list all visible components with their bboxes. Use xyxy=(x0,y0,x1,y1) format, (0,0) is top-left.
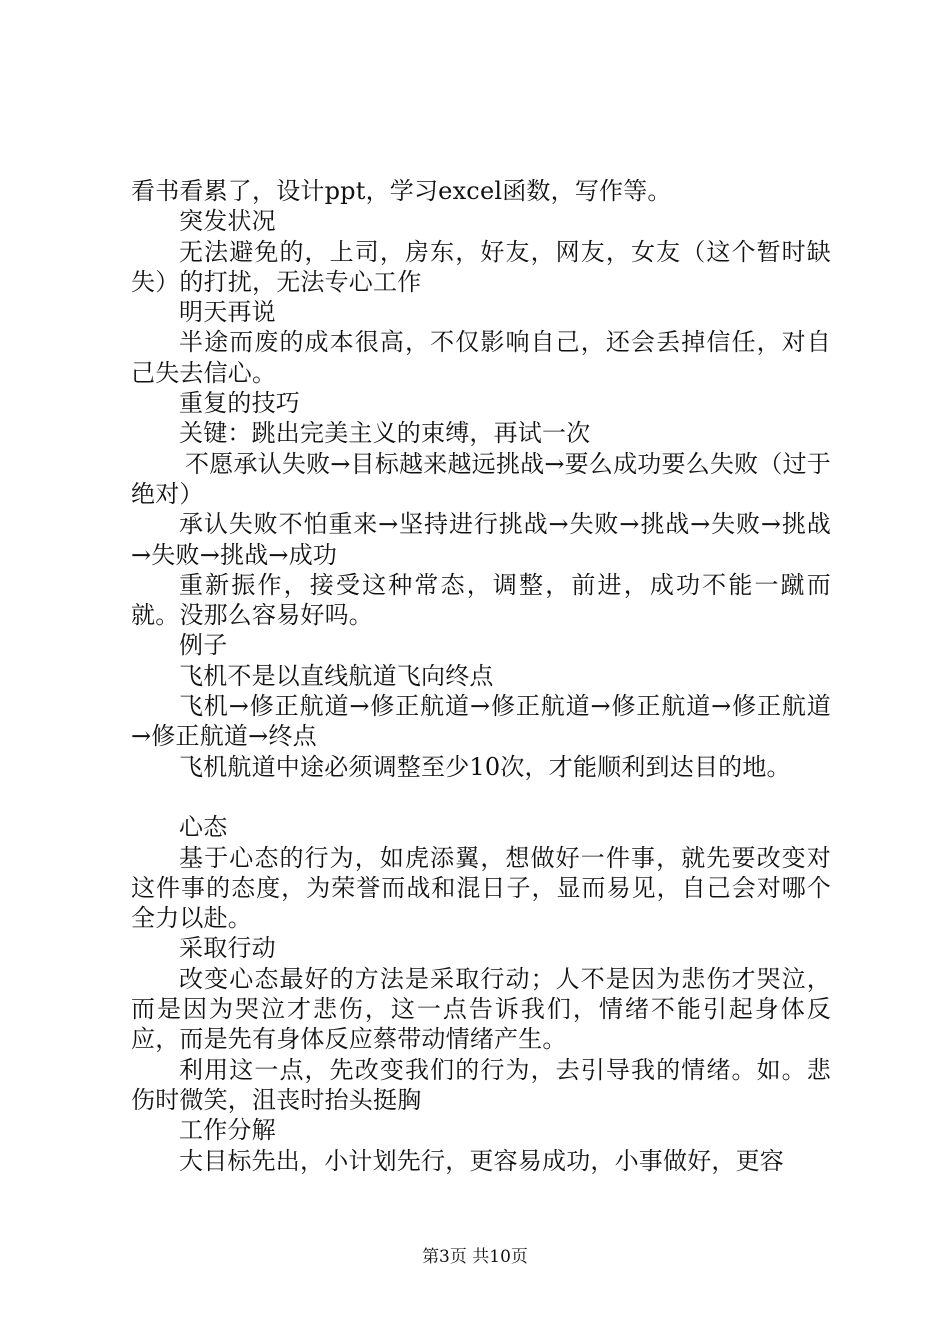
section-heading: 明天再说 xyxy=(179,298,276,327)
paragraph: 半途而废的成本很高，不仅影响自己，还会丢掉信任，对自己失去信心。 xyxy=(131,328,831,387)
paragraph: 承认失败不怕重来→坚持进行挑战→失败→挑战→失败→挑战→失败→挑战→成功 xyxy=(131,510,831,569)
paragraph: 大目标先出，小计划先行，更容易成功，小事做好，更容 xyxy=(179,1146,784,1175)
section-heading: 工作分解 xyxy=(179,1116,276,1145)
section-heading: 采取行动 xyxy=(179,934,276,963)
page-number-label: 第3页 共10页 xyxy=(422,1247,528,1267)
paragraph: 看书看累了，设计ppt，学习excel函数，写作等。 xyxy=(131,177,672,205)
section-heading: 突发状况 xyxy=(179,207,276,236)
document-body xyxy=(131,176,831,1176)
section-heading: 重复的技巧 xyxy=(179,389,300,418)
paragraph: 无法避免的，上司，房东，好友，网友，女友（这个暂时缺失）的打扰，无法专心工作 xyxy=(131,237,831,296)
page-footer xyxy=(0,1242,950,1267)
paragraph: 飞机→修正航道→修正航道→修正航道→修正航道→修正航道→修正航道→终点 xyxy=(131,692,831,751)
paragraph: 利用这一点，先改变我们的行为，去引导我的情绪。如。悲伤时微笑，沮丧时抬头挺胸 xyxy=(131,1055,831,1114)
paragraph: 改变心态最好的方法是采取行动；人不是因为悲伤才哭泣，而是因为哭泣才悲伤，这一点告诉我们，情绪不能引起身体反应，而是先有身体反应蔡带动情绪产生。 xyxy=(131,964,831,1054)
paragraph: 飞机航道中途必须调整至少10次，才能顺利到达目的地。 xyxy=(179,752,791,781)
blank-line xyxy=(131,782,831,812)
section-heading: 心态 xyxy=(179,813,228,842)
paragraph: 不愿承认失败→目标越来越远挑战→要么成功要么失败（过于绝对） xyxy=(131,449,831,508)
section-heading: 例子 xyxy=(179,631,228,660)
paragraph: 重新振作，接受这种常态，调整，前进，成功不能一蹴而就。没那么容易好吗。 xyxy=(131,570,831,630)
paragraph: 关键：跳出完美主义的束缚，再试一次 xyxy=(179,419,591,448)
paragraph: 基于心态的行为，如虎添翼，想做好一件事，就先要改变对这件事的态度，为荣誉而战和混日子，显而易见，自己会对哪个全力以赴。 xyxy=(131,843,831,933)
paragraph: 飞机不是以直线航道飞向终点 xyxy=(179,661,494,690)
